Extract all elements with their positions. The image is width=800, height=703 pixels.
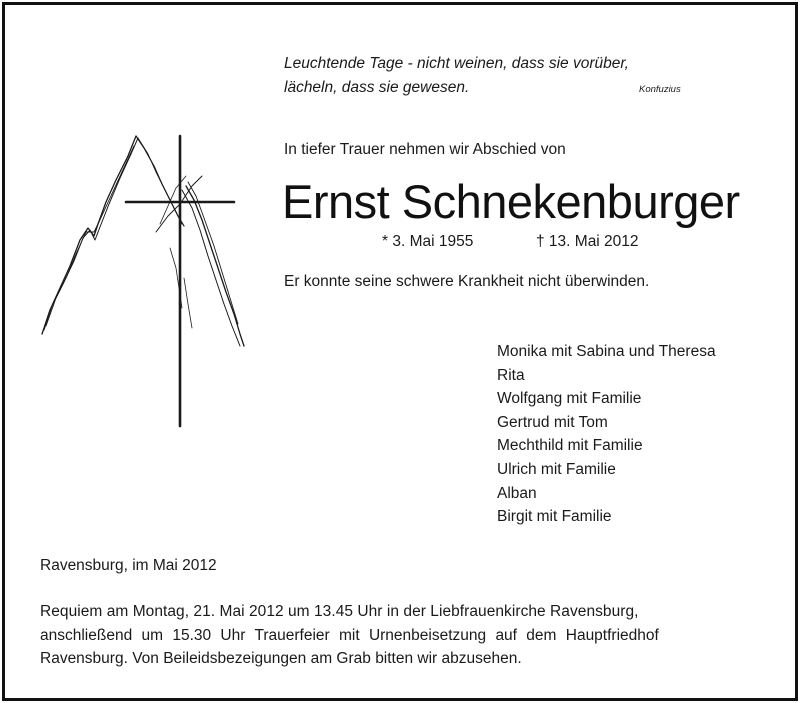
place-date: Ravensburg, im Mai 2012	[40, 557, 217, 574]
mourner: Gertrud mit Tom	[497, 413, 608, 431]
deceased-name: Ernst Schnekenburger	[282, 175, 740, 228]
service-line-1: Requiem am Montag, 21. Mai 2012 um 13.45 Uhr in der Liebfrauenkirche Ravensburg,	[40, 603, 639, 620]
quote-author: Konfuzius	[639, 84, 681, 95]
quote-line-1: Leuchtende Tage - nicht weinen, dass sie vorüber,	[284, 55, 629, 72]
service-line-2: anschließend um 15.30 Uhr Trauerfeier mit Urnenbeisetzung auf dem Hauptfriedhof	[40, 626, 659, 644]
mourner: Monika mit Sabina und Theresa	[497, 343, 716, 360]
birth-date: * 3. Mai 1955	[382, 233, 474, 250]
intro-text: In tiefer Trauer nehmen wir Abschied von	[284, 141, 566, 158]
mourner: Rita	[497, 366, 525, 384]
cross-mountain-icon	[36, 128, 248, 432]
service-line-3: Ravensburg. Von Beileidsbezeigungen am Grab bitten wir abzusehen.	[40, 650, 522, 667]
quote	[284, 52, 629, 100]
mourner: Ulrich mit Familie	[497, 460, 616, 478]
mourners-list	[497, 340, 716, 529]
mourner: Birgit mit Familie	[497, 508, 612, 526]
mourner: Alban	[497, 484, 537, 502]
service-info	[40, 600, 756, 671]
death-date: † 13. Mai 2012	[536, 233, 639, 250]
illness-text: Er konnte seine schwere Krankheit nicht überwinden.	[284, 273, 650, 290]
quote-line-2: lächeln, dass sie gewesen.	[284, 79, 470, 96]
mourner: Mechthild mit Familie	[497, 437, 643, 455]
mourner: Wolfgang mit Familie	[497, 390, 642, 408]
